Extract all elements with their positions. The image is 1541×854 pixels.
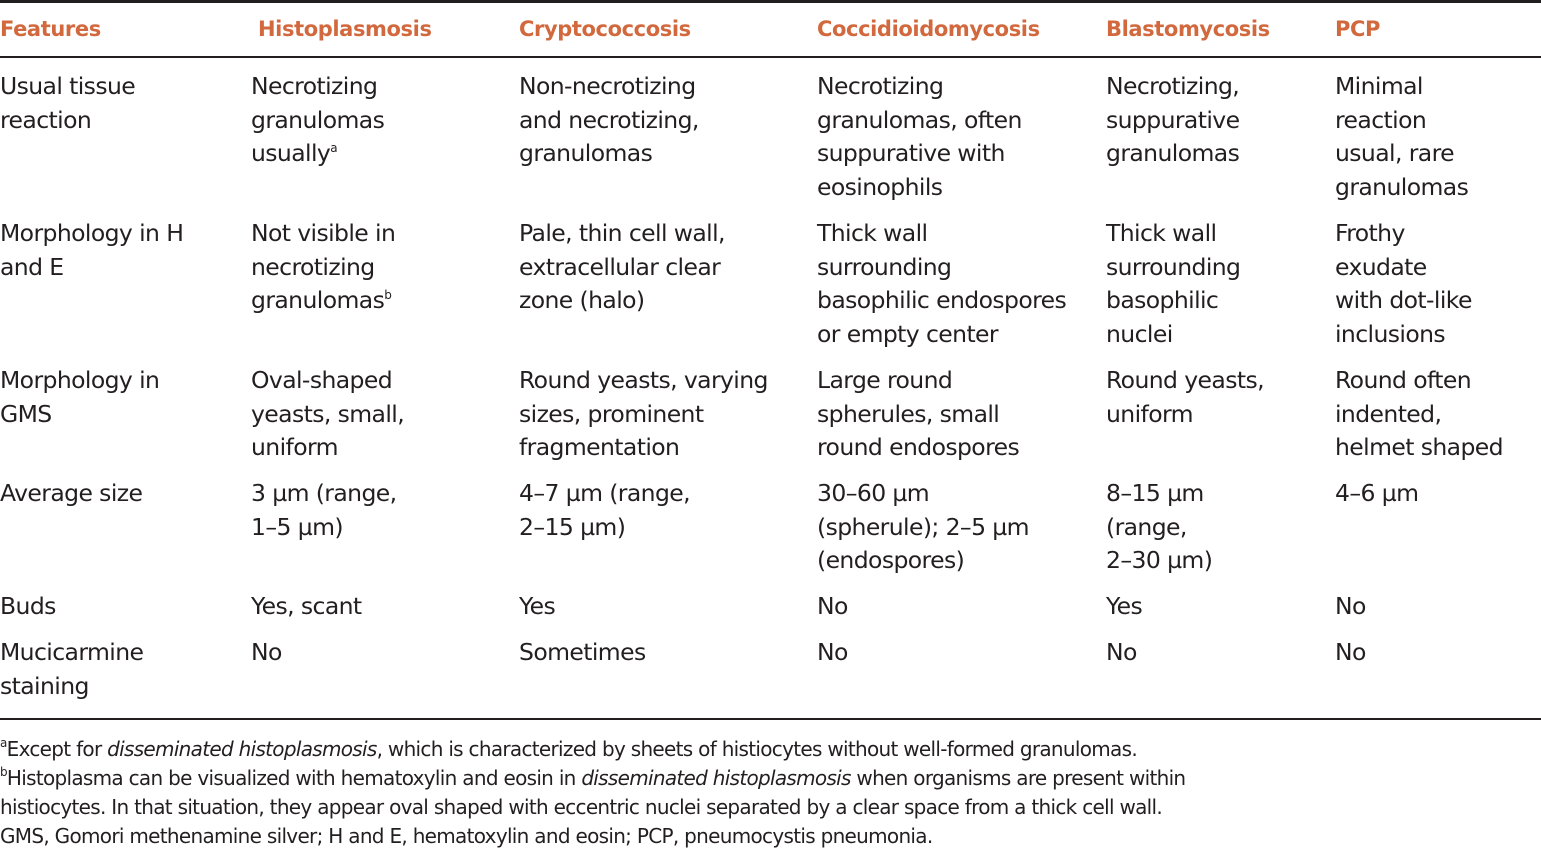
cell-feature xyxy=(0,70,135,137)
cell-line: reaction xyxy=(0,105,92,134)
footnote-ref: a xyxy=(330,141,337,156)
cell-pcp xyxy=(1335,636,1366,670)
cell-line: (spherule); 2–5 µm xyxy=(817,512,1029,541)
cell-line: Not visible in xyxy=(251,219,396,247)
table-bottom-rule xyxy=(0,718,1541,720)
cell-line: Frothy xyxy=(1335,219,1405,247)
cell-line: Morphology in H xyxy=(0,219,184,247)
cell-line: surrounding xyxy=(817,252,952,281)
footnote-b-text2: when organisms are present within xyxy=(850,766,1186,790)
cell-cryptococcosis xyxy=(519,217,725,318)
cell-line: basophilic endospores xyxy=(817,286,1067,315)
cell-histoplasmosis xyxy=(251,636,282,670)
cell-line: Sometimes xyxy=(519,638,646,666)
cell-line: granulomas xyxy=(251,105,385,134)
cell-line: staining xyxy=(0,671,89,700)
cell-line: uniform xyxy=(1106,399,1193,428)
cell-line: Yes xyxy=(519,592,556,620)
cell-line: (endospores) xyxy=(817,546,965,575)
cell-line: surrounding xyxy=(1106,252,1241,281)
cell-line: basophilic xyxy=(1106,286,1219,315)
cell-line: No xyxy=(1335,638,1366,666)
header-blastomycosis: Blastomycosis xyxy=(1106,17,1270,41)
cell-line: granulomas xyxy=(519,139,653,168)
cell-line: yeasts, small, xyxy=(251,399,405,428)
cell-line: Round often xyxy=(1335,366,1472,394)
cell-line: 30–60 µm xyxy=(817,479,930,507)
cell-line: No xyxy=(817,638,848,666)
cell-feature xyxy=(0,590,56,624)
cell-line: Thick wall xyxy=(1106,219,1217,247)
cell-coccidioidomycosis xyxy=(817,636,848,670)
table-header-rule xyxy=(0,56,1541,58)
cell-coccidioidomycosis xyxy=(817,70,1022,205)
footnote-marker-a: a xyxy=(0,736,7,750)
cell-line: (range, xyxy=(1106,512,1187,541)
header-features: Features xyxy=(0,17,101,41)
cell-line: Average size xyxy=(0,479,143,507)
footnote-a-italic: disseminated histoplasmosis xyxy=(107,737,377,761)
cell-line: granulomas xyxy=(1106,139,1240,168)
footnote-b xyxy=(0,764,1185,793)
cell-line: Morphology in xyxy=(0,366,160,394)
footnote-ref: b xyxy=(384,288,392,303)
cell-line: 1–5 µm) xyxy=(251,512,343,541)
cell-cryptococcosis xyxy=(519,590,555,624)
cell-line: Large round xyxy=(817,366,953,394)
footnote-b-italic: disseminated histoplasmosis xyxy=(581,766,851,790)
cell-line: spherules, small xyxy=(817,399,1000,428)
header-histoplasmosis: Histoplasmosis xyxy=(258,17,432,41)
cell-histoplasmosis xyxy=(251,70,384,171)
cell-cryptococcosis xyxy=(519,70,699,171)
cell-line: 3 µm (range, xyxy=(251,479,397,507)
footnote-b-line2: histiocytes. In that situation, they appear oval shaped with eccentric nuclei separated by a clear space from a thick cell wall. xyxy=(0,795,1163,819)
cell-line: Necrotizing xyxy=(817,72,944,100)
header-pcp: PCP xyxy=(1335,17,1380,41)
cell-line: granulomas xyxy=(251,286,385,315)
cell-line: fragmentation xyxy=(519,433,680,462)
cell-line: 8–15 µm xyxy=(1106,479,1204,507)
cell-line: Necrotizing xyxy=(251,72,378,100)
cell-histoplasmosis xyxy=(251,590,362,624)
cell-line: extracellular clear xyxy=(519,252,721,281)
cell-line: Yes xyxy=(1106,592,1143,620)
cell-line: 2–30 µm) xyxy=(1106,546,1213,575)
cell-coccidioidomycosis xyxy=(817,590,848,624)
cell-blastomycosis xyxy=(1106,477,1212,578)
cell-line: Round yeasts, xyxy=(1106,366,1264,394)
cell-line: Round yeasts, varying xyxy=(519,366,768,394)
cell-line: suppurative xyxy=(1106,105,1240,134)
header-cryptococcosis: Cryptococcosis xyxy=(519,17,691,41)
cell-line: sizes, prominent xyxy=(519,399,704,428)
cell-coccidioidomycosis xyxy=(817,364,1019,465)
cell-line: necrotizing xyxy=(251,252,375,281)
cell-feature xyxy=(0,477,142,511)
cell-line: usually xyxy=(251,139,331,168)
cell-line: Yes, scant xyxy=(251,592,362,620)
cell-line: Buds xyxy=(0,592,56,620)
cell-feature xyxy=(0,636,143,703)
cell-blastomycosis xyxy=(1106,364,1264,431)
cell-line: round endospores xyxy=(817,433,1020,462)
cell-line: 4–7 µm (range, xyxy=(519,479,691,507)
cell-line: 2–15 µm) xyxy=(519,512,626,541)
cell-line: Thick wall xyxy=(817,219,928,247)
cell-pcp xyxy=(1335,590,1366,624)
cell-coccidioidomycosis xyxy=(817,217,1066,352)
cell-line: 4–6 µm xyxy=(1335,479,1419,507)
cell-histoplasmosis xyxy=(251,477,397,544)
cell-line: GMS xyxy=(0,399,52,428)
cell-line: helmet shaped xyxy=(1335,433,1503,462)
footnote-a xyxy=(0,735,1137,764)
cell-line: Oval-shaped xyxy=(251,366,393,394)
cell-pcp xyxy=(1335,477,1418,511)
cell-line: usual, rare xyxy=(1335,139,1454,168)
cell-blastomycosis xyxy=(1106,70,1239,171)
cell-line: and necrotizing, xyxy=(519,105,699,134)
cell-line: Non-necrotizing xyxy=(519,72,696,100)
footnote-a-text1: Except for xyxy=(6,737,108,761)
cell-line: uniform xyxy=(251,433,338,462)
cell-feature xyxy=(0,364,159,431)
cell-pcp xyxy=(1335,70,1468,205)
cell-cryptococcosis xyxy=(519,636,646,670)
cell-line: and E xyxy=(0,252,64,281)
cell-line: No xyxy=(817,592,848,620)
cell-pcp xyxy=(1335,364,1503,465)
footnote-b-text1: Histoplasma can be visualized with hematoxylin and eosin in xyxy=(6,766,582,790)
cell-blastomycosis xyxy=(1106,636,1137,670)
cell-line: nuclei xyxy=(1106,320,1173,349)
cell-histoplasmosis xyxy=(251,364,404,465)
footnote-a-text2: , which is characterized by sheets of histiocytes without well-formed granulomas. xyxy=(376,737,1137,761)
cell-pcp xyxy=(1335,217,1472,352)
cell-line: granulomas xyxy=(1335,173,1469,202)
cell-line: suppurative with xyxy=(817,139,1005,168)
cell-line: No xyxy=(1106,638,1137,666)
cell-line: or empty center xyxy=(817,320,998,349)
cell-cryptococcosis xyxy=(519,364,768,465)
cell-feature xyxy=(0,217,183,284)
cell-histoplasmosis xyxy=(251,217,395,318)
cell-blastomycosis xyxy=(1106,590,1142,624)
cell-line: indented, xyxy=(1335,399,1442,428)
table-top-rule xyxy=(0,0,1541,3)
cell-line: Pale, thin cell wall, xyxy=(519,219,725,247)
cell-line: No xyxy=(1335,592,1366,620)
cell-line: reaction xyxy=(1335,105,1427,134)
cell-line: granulomas, often xyxy=(817,105,1022,134)
header-coccidioidomycosis: Coccidioidomycosis xyxy=(817,17,1040,41)
cell-cryptococcosis xyxy=(519,477,690,544)
cell-blastomycosis xyxy=(1106,217,1240,352)
footnote-abbreviations: GMS, Gomori methenamine silver; H and E, hematoxylin and eosin; PCP, pneumocystis pneumonia. xyxy=(0,824,933,848)
cell-line: eosinophils xyxy=(817,173,943,202)
cell-line: Necrotizing, xyxy=(1106,72,1240,100)
cell-line: Minimal xyxy=(1335,72,1423,100)
cell-line: zone (halo) xyxy=(519,286,645,315)
cell-coccidioidomycosis xyxy=(817,477,1029,578)
footnote-marker-b: b xyxy=(0,765,7,779)
cell-line: No xyxy=(251,638,282,666)
cell-line: inclusions xyxy=(1335,320,1446,349)
cell-line: with dot-like xyxy=(1335,286,1472,315)
cell-line: Mucicarmine xyxy=(0,638,144,666)
cell-line: exudate xyxy=(1335,252,1427,281)
cell-line: Usual tissue xyxy=(0,72,136,100)
